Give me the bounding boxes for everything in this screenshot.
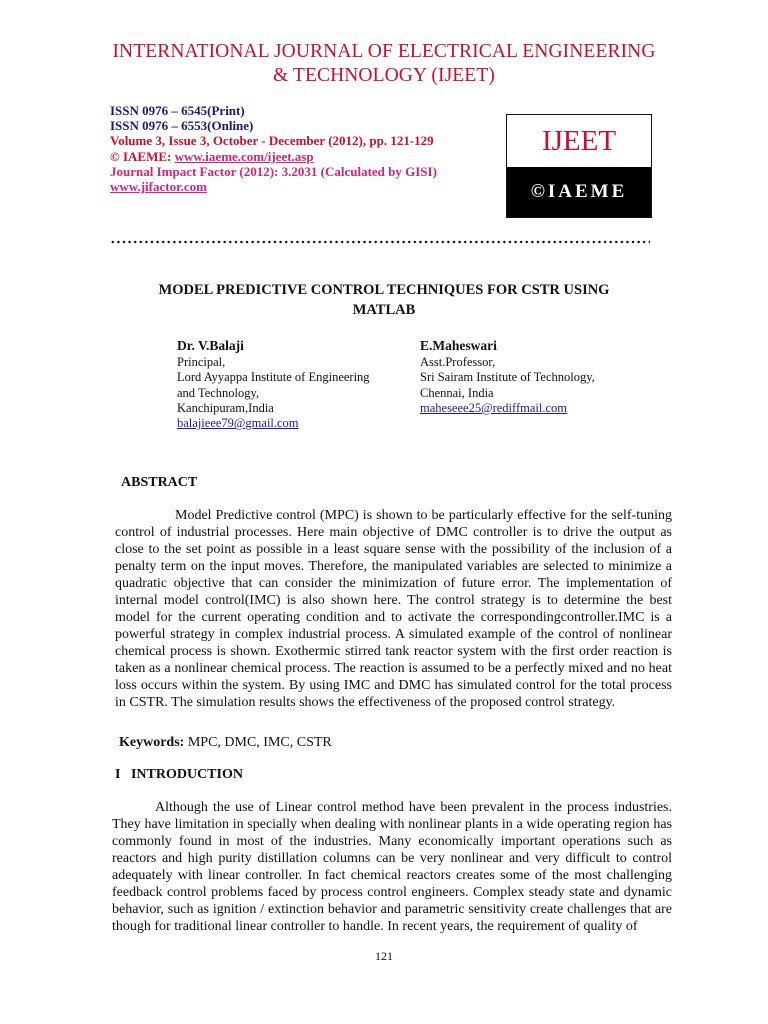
logo-bottom-text: ©IAEME (507, 167, 651, 217)
introduction-paragraph: Although the use of Linear control method have been prevalent in the process industries. They have limitation in specially when dealing with nonlinear plants in a wide operating region has commonly found in most of the industries. Many economically important operations such as reactors and high purity distillation columns can be very nonlinear and very difficult to control adequately with linear controller. In fact chemical reactors creates some of the most challenging feedback control problems faced by process control engineers. Complex steady state and dynamic behavior, such as ignition / extinction behavior and parametric sensitivity create challenges that are though for traditional linear controller to handle. In recent years, the requirement of quality of (112, 800, 672, 934)
iaeme-prefix: © IAEME: (110, 148, 175, 164)
author-affiliation-line: Lord Ayyappa Institute of Engineering (177, 370, 370, 385)
keywords-line (119, 735, 332, 751)
journal-title-line2: & TECHNOLOGY (IJEET) (273, 65, 495, 86)
author-name: Dr. V.Balaji (177, 338, 244, 353)
introduction-heading: I INTRODUCTION (115, 767, 243, 782)
author-email-link[interactable]: maheseee25@rediffmail.com (420, 400, 567, 415)
issn-print: ISSN 0976 – 6545(Print) (110, 103, 245, 118)
jifactor-line (110, 179, 437, 194)
volume-info: Volume 3, Issue 3, October - December (2012), pp. 121-129 (110, 133, 434, 149)
author-email-link[interactable]: balajieee79@gmail.com (177, 416, 299, 431)
jifactor-link[interactable]: www.jifactor.com (110, 179, 207, 195)
paper-title (100, 280, 668, 320)
page-number: 121 (375, 949, 393, 963)
issn-online: ISSN 0976 – 6553(Online) (110, 118, 254, 134)
author-block-1 (177, 337, 370, 431)
author-block-2 (420, 337, 595, 416)
ijeet-logo (506, 114, 652, 218)
paper-title-line1: MODEL PREDICTIVE CONTROL TECHNIQUES FOR CSTR USING (158, 282, 610, 298)
impact-factor: Journal Impact Factor (2012): 3.2031 (Calculated by GISI) (110, 163, 437, 179)
keywords-value: MPC, DMC, IMC, CSTR (184, 735, 332, 750)
iaeme-link[interactable]: www.iaeme.com/ijeet.asp (174, 148, 314, 164)
paper-title-line2: MATLAB (352, 302, 416, 318)
author-affiliation-line: Principal, (177, 355, 226, 369)
iaeme-line (110, 149, 437, 164)
journal-meta (110, 103, 437, 194)
author-affiliation-line: and Technology, (177, 385, 260, 400)
author-affiliation-line: Chennai, India (420, 385, 494, 400)
logo-top-text: IJEET (541, 125, 617, 157)
author-affiliation-line: Asst.Professor, (420, 355, 496, 369)
journal-title-line1: INTERNATIONAL JOURNAL OF ELECTRICAL ENGINEERING (112, 41, 656, 62)
journal-title (0, 40, 768, 88)
dotted-divider (110, 240, 650, 244)
author-affiliation-line: Sri Sairam Institute of Technology, (420, 370, 595, 385)
abstract-heading: ABSTRACT (121, 475, 198, 490)
abstract-paragraph: Model Predictive control (MPC) is shown to be particularly effective for the self-tuning control of industrial processes. Here main objective of DMC controller is to drive the output as close to the set point as possible in a least square sense with the possibility of the inclusion of a penalty term on the input moves. Therefore, the manipulated variables are selected to minimize a quadratic objective that can consider the minimization of future error. The implementation of internal model control(IMC) is also shown here. The control strategy is to determine the best model for the current operating condition and to activate the correspondingcontroller.IMC is a powerful strategy in complex industrial process. A simulated example of the control of nonlinear chemical process is shown. Exothermic stirred tank reactor system with the first order reaction is taken as a nonlinear chemical process. The reaction is assumed to be a perfectly mixed and no heat loss occurs within the system. By using IMC and DMC has simulated control for the total process in CSTR. The simulation results shows the effectiveness of the proposed control strategy. (115, 508, 672, 710)
keywords-label: Keywords: (119, 735, 185, 750)
author-name: E.Maheswari (420, 338, 497, 353)
author-affiliation-line: Kanchipuram,India (177, 400, 274, 415)
